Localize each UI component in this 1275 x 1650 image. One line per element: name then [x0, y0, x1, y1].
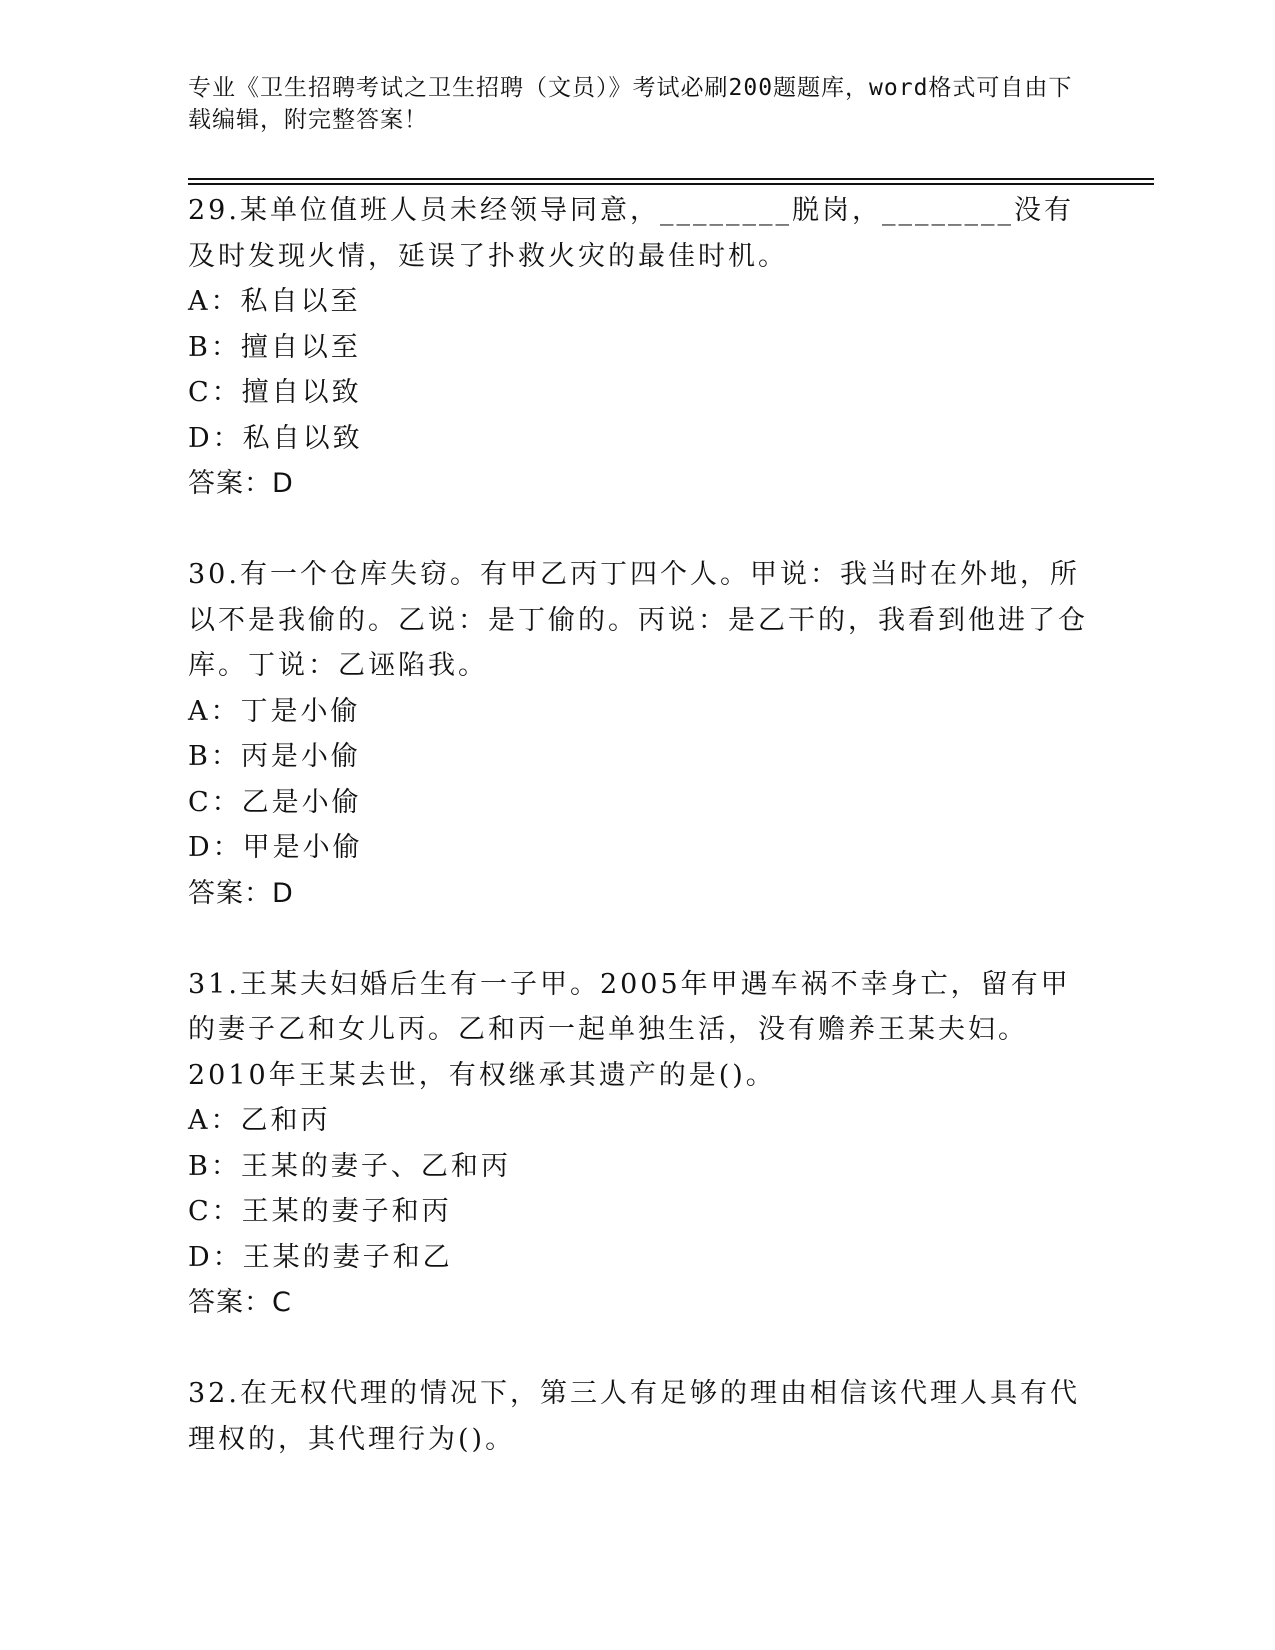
option-a: A：丁是小偷 — [188, 695, 361, 727]
option-a: A：乙和丙 — [188, 1105, 331, 1136]
question-32 — [188, 1371, 1088, 1462]
question-31 — [188, 962, 1088, 1326]
answer: 答案：D — [188, 468, 294, 499]
header-divider-top — [188, 178, 1154, 180]
question-stem: 32.在无权代理的情况下，第三人有足够的理由相信该代理人具有代理权的，其代理行为()。 — [188, 1378, 1080, 1455]
option-c: C：乙是小偷 — [188, 786, 362, 818]
question-list — [188, 188, 1088, 1508]
question-30 — [188, 552, 1088, 916]
question-29 — [188, 188, 1088, 507]
option-d: D：私自以致 — [188, 422, 363, 454]
question-stem: 31.王某夫妇婚后生有一子甲。2005年甲遇车祸不幸身亡，留有甲的妻子乙和女儿丙。乙和丙一起单独生活，没有赡养王某夫妇。2010年王某去世，有权继承其遗产的是()。 — [188, 968, 1071, 1091]
option-d: D：王某的妻子和乙 — [188, 1241, 453, 1273]
option-a: A：私自以至 — [188, 286, 361, 317]
answer: 答案：D — [188, 877, 294, 909]
option-d: D：甲是小偷 — [188, 832, 363, 863]
option-c: C：擅自以致 — [188, 377, 362, 408]
answer: 答案：C — [188, 1287, 292, 1318]
question-stem: 30.有一个仓库失窃。有甲乙丙丁四个人。甲说：我当时在外地，所以不是我偷的。乙说：是丁偷的。丙说：是乙干的，我看到他进了仓库。丁说：乙诬陷我。 — [188, 559, 1088, 681]
option-b: B：擅自以至 — [188, 331, 361, 363]
document-header: 专业《卫生招聘考试之卫生招聘（文员）》考试必刷200题题库，word格式可自由下载编辑，附完整答案！ — [188, 75, 1073, 133]
option-b: B：丙是小偷 — [188, 741, 361, 772]
option-c: C：王某的妻子和丙 — [188, 1196, 452, 1227]
question-stem: 29.某单位值班人员未经领导同意，________脱岗，________没有及时发现火情，延误了扑救火灾的最佳时机。 — [188, 195, 1074, 272]
header-divider-bottom — [188, 183, 1154, 185]
option-b: B：王某的妻子、乙和丙 — [188, 1150, 511, 1182]
